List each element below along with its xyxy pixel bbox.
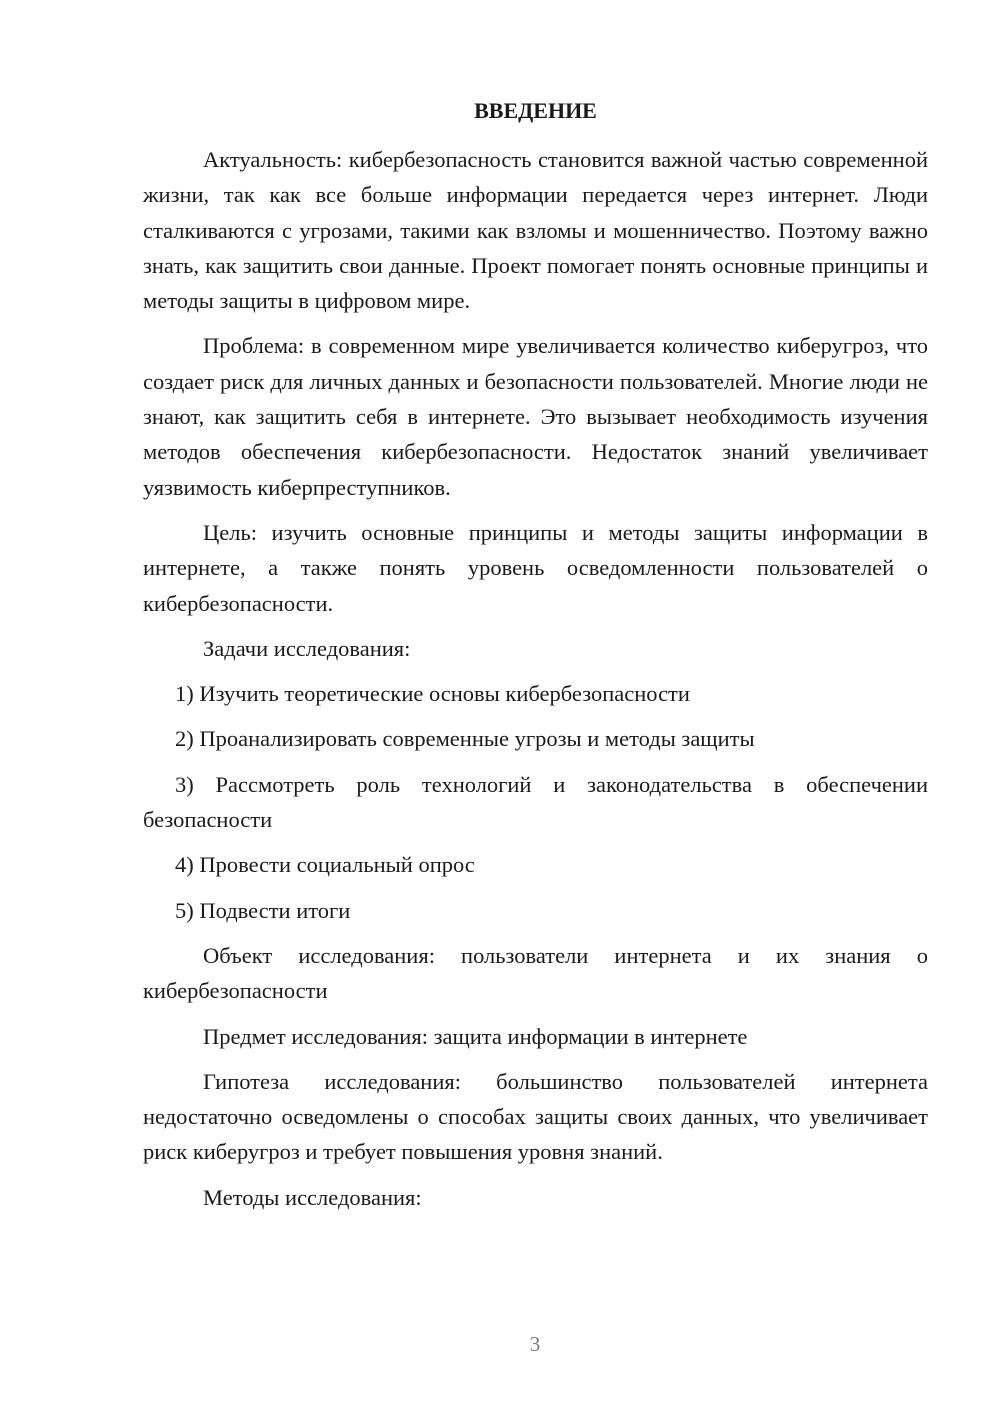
section-heading: ВВЕДЕНИЕ: [474, 98, 597, 123]
subject-paragraph: Предмет исследования: защита информации в интернете: [203, 1023, 748, 1049]
tasks-intro: Задачи исследования:: [203, 635, 411, 661]
methods-paragraph: Методы исследования:: [203, 1184, 422, 1210]
task-item-5: 5) Подвести итоги: [175, 897, 351, 923]
goal-paragraph: Цель: изучить основные принципы и методы защиты информации в интернете, а также понять уровень осведомленности пользователей о кибербезопасности.: [143, 519, 928, 616]
page-number: 3: [529, 1332, 541, 1356]
hypothesis-paragraph: Гипотеза исследования: большинство пользователей интернета недостаточно осведомлены о способах защиты своих данных, что увеличивает риск киберугроз и требует повышения уровня знаний.: [143, 1068, 928, 1165]
document-page: [143, 94, 928, 1225]
task-item-3: 3) Рассмотреть роль технологий и законодательства в обеспечении безопасности: [143, 771, 928, 833]
task-item-4: 4) Провести социальный опрос: [175, 852, 475, 878]
relevance-paragraph: Актуальность: кибербезопасность становится важной частью современной жизни, так как все больше информации передается через интернет. Люди сталкиваются с угрозами, такими как взломы и мошенничество. Поэтому важно знать, как защитить свои данные. Проект помогает понять основные принципы и методы защиты в цифровом мире.: [143, 147, 928, 314]
task-item-1: 1) Изучить теоретические основы кибербезопасности: [175, 681, 690, 707]
object-paragraph: Объект исследования: пользователи интернета и их знания о кибербезопасности: [143, 942, 928, 1004]
task-item-2: 2) Проанализировать современные угрозы и методы защиты: [175, 726, 755, 752]
problem-paragraph: Проблема: в современном мире увеличивается количество киберугроз, что создает риск для личных данных и безопасности пользователей. Многие люди не знают, как защитить себя в интернете. Это вызывает необходимость изучения методов обеспечения кибербезопасности. Недостаток знаний увеличивает уязвимость киберпреступников.: [143, 333, 928, 500]
